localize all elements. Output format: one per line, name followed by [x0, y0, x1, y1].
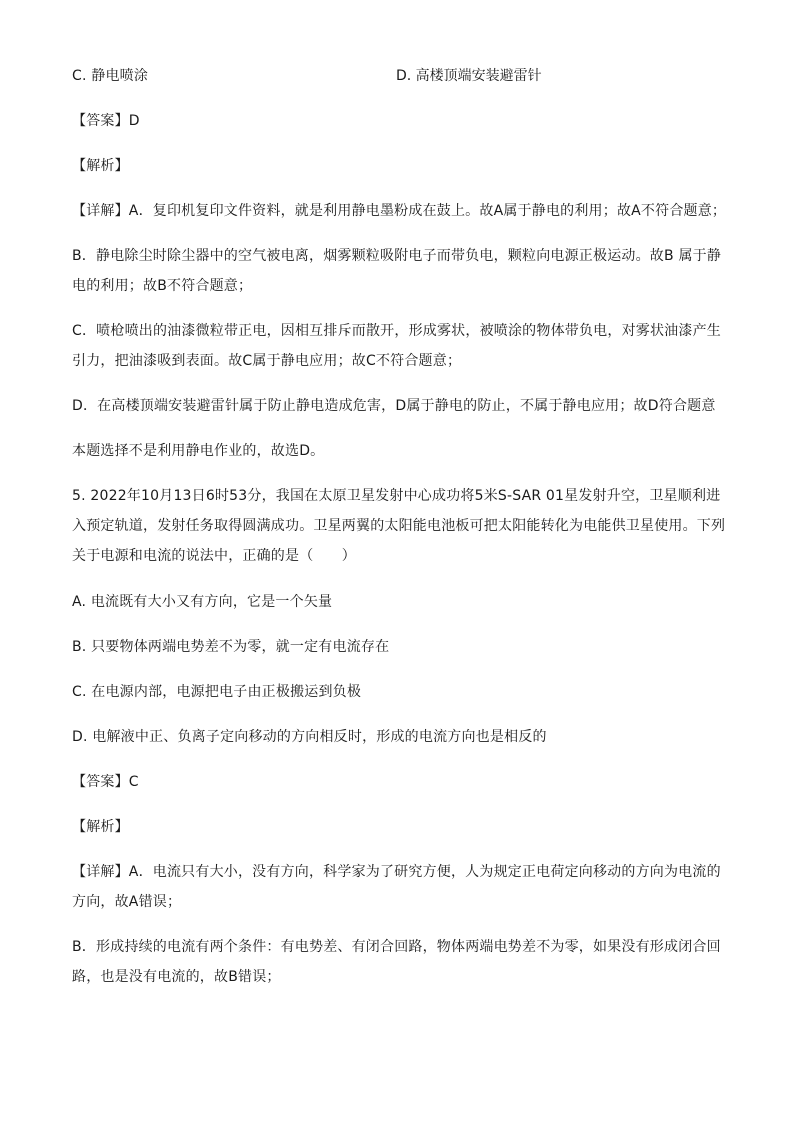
explanation-line: 【详解】A．电流只有大小，没有方向，科学家为了研究方便，人为规定正电荷定向移动的方向为电流的 — [72, 864, 721, 880]
answer-label-prev: 【答案】D — [72, 113, 140, 129]
explanation-line: 电的利用；故B不符合题意； — [72, 278, 253, 294]
explanation-line: B．形成持续的电流有两个条件：有电势差、有闭合回路，物体两端电势差不为零，如果没有形成闭合回 — [72, 939, 721, 955]
explanation-line: D．在高楼顶端安装避雷针属于防止静电造成危害，D属于静电的防止，不属于静电应用；故D符合题意 — [72, 398, 716, 414]
explanation-line: 引力，把油漆吸到表面。故C属于静电应用；故C不符合题意； — [72, 353, 462, 369]
conclusion-line: 本题选择不是利用静电作业的，故选D。 — [72, 443, 325, 459]
question-stem-line: 入预定轨道，发射任务取得圆满成功。卫星两翼的太阳能电池板可把太阳能转化为电能供卫星使用。下列 — [72, 518, 726, 534]
question-stem-line: 关于电源和电流的说法中，正确的是（ ） — [72, 548, 356, 564]
option-d: D. 电解液中正、负离子定向移动的方向相反时，形成的电流方向也是相反的 — [72, 729, 547, 745]
analysis-label-prev: 【解析】 — [72, 158, 129, 174]
explanation-line: 【详解】A．复印机复印文件资料，就是利用静电墨粉成在鼓上。故A属于静电的利用；故A不符合题意； — [72, 203, 727, 219]
option-d-prev: D. 高楼顶端安装避雷针 — [396, 68, 542, 84]
analysis-label: 【解析】 — [72, 819, 129, 835]
option-c-prev: C. 静电喷涂 — [72, 68, 149, 84]
answer-label: 【答案】C — [72, 774, 139, 790]
option-b: B. 只要物体两端电势差不为零，就一定有电流存在 — [72, 639, 390, 655]
explanation-line: 方向，故A错误； — [72, 894, 182, 910]
option-c: C. 在电源内部，电源把电子由正极搬运到负极 — [72, 684, 362, 700]
explanation-line: B．静电除尘时除尘器中的空气被电离，烟雾颗粒吸附电子而带负电，颗粒向电源正极运动。故B 属于静 — [72, 248, 722, 264]
option-a: A. 电流既有大小又有方向，它是一个矢量 — [72, 594, 333, 610]
explanation-line: 路，也是没有电流的，故B错误； — [72, 969, 281, 985]
question-stem-line: 5. 2022年10月13日6时53分，我国在太原卫星发射中心成功将5米S-SAR 01星发射升空，卫星顺利进 — [72, 488, 721, 504]
explanation-line: C．喷枪喷出的油漆微粒带正电，因相互排斥而散开，形成雾状，被喷涂的物体带负电，对雾状油漆产生 — [72, 323, 721, 339]
